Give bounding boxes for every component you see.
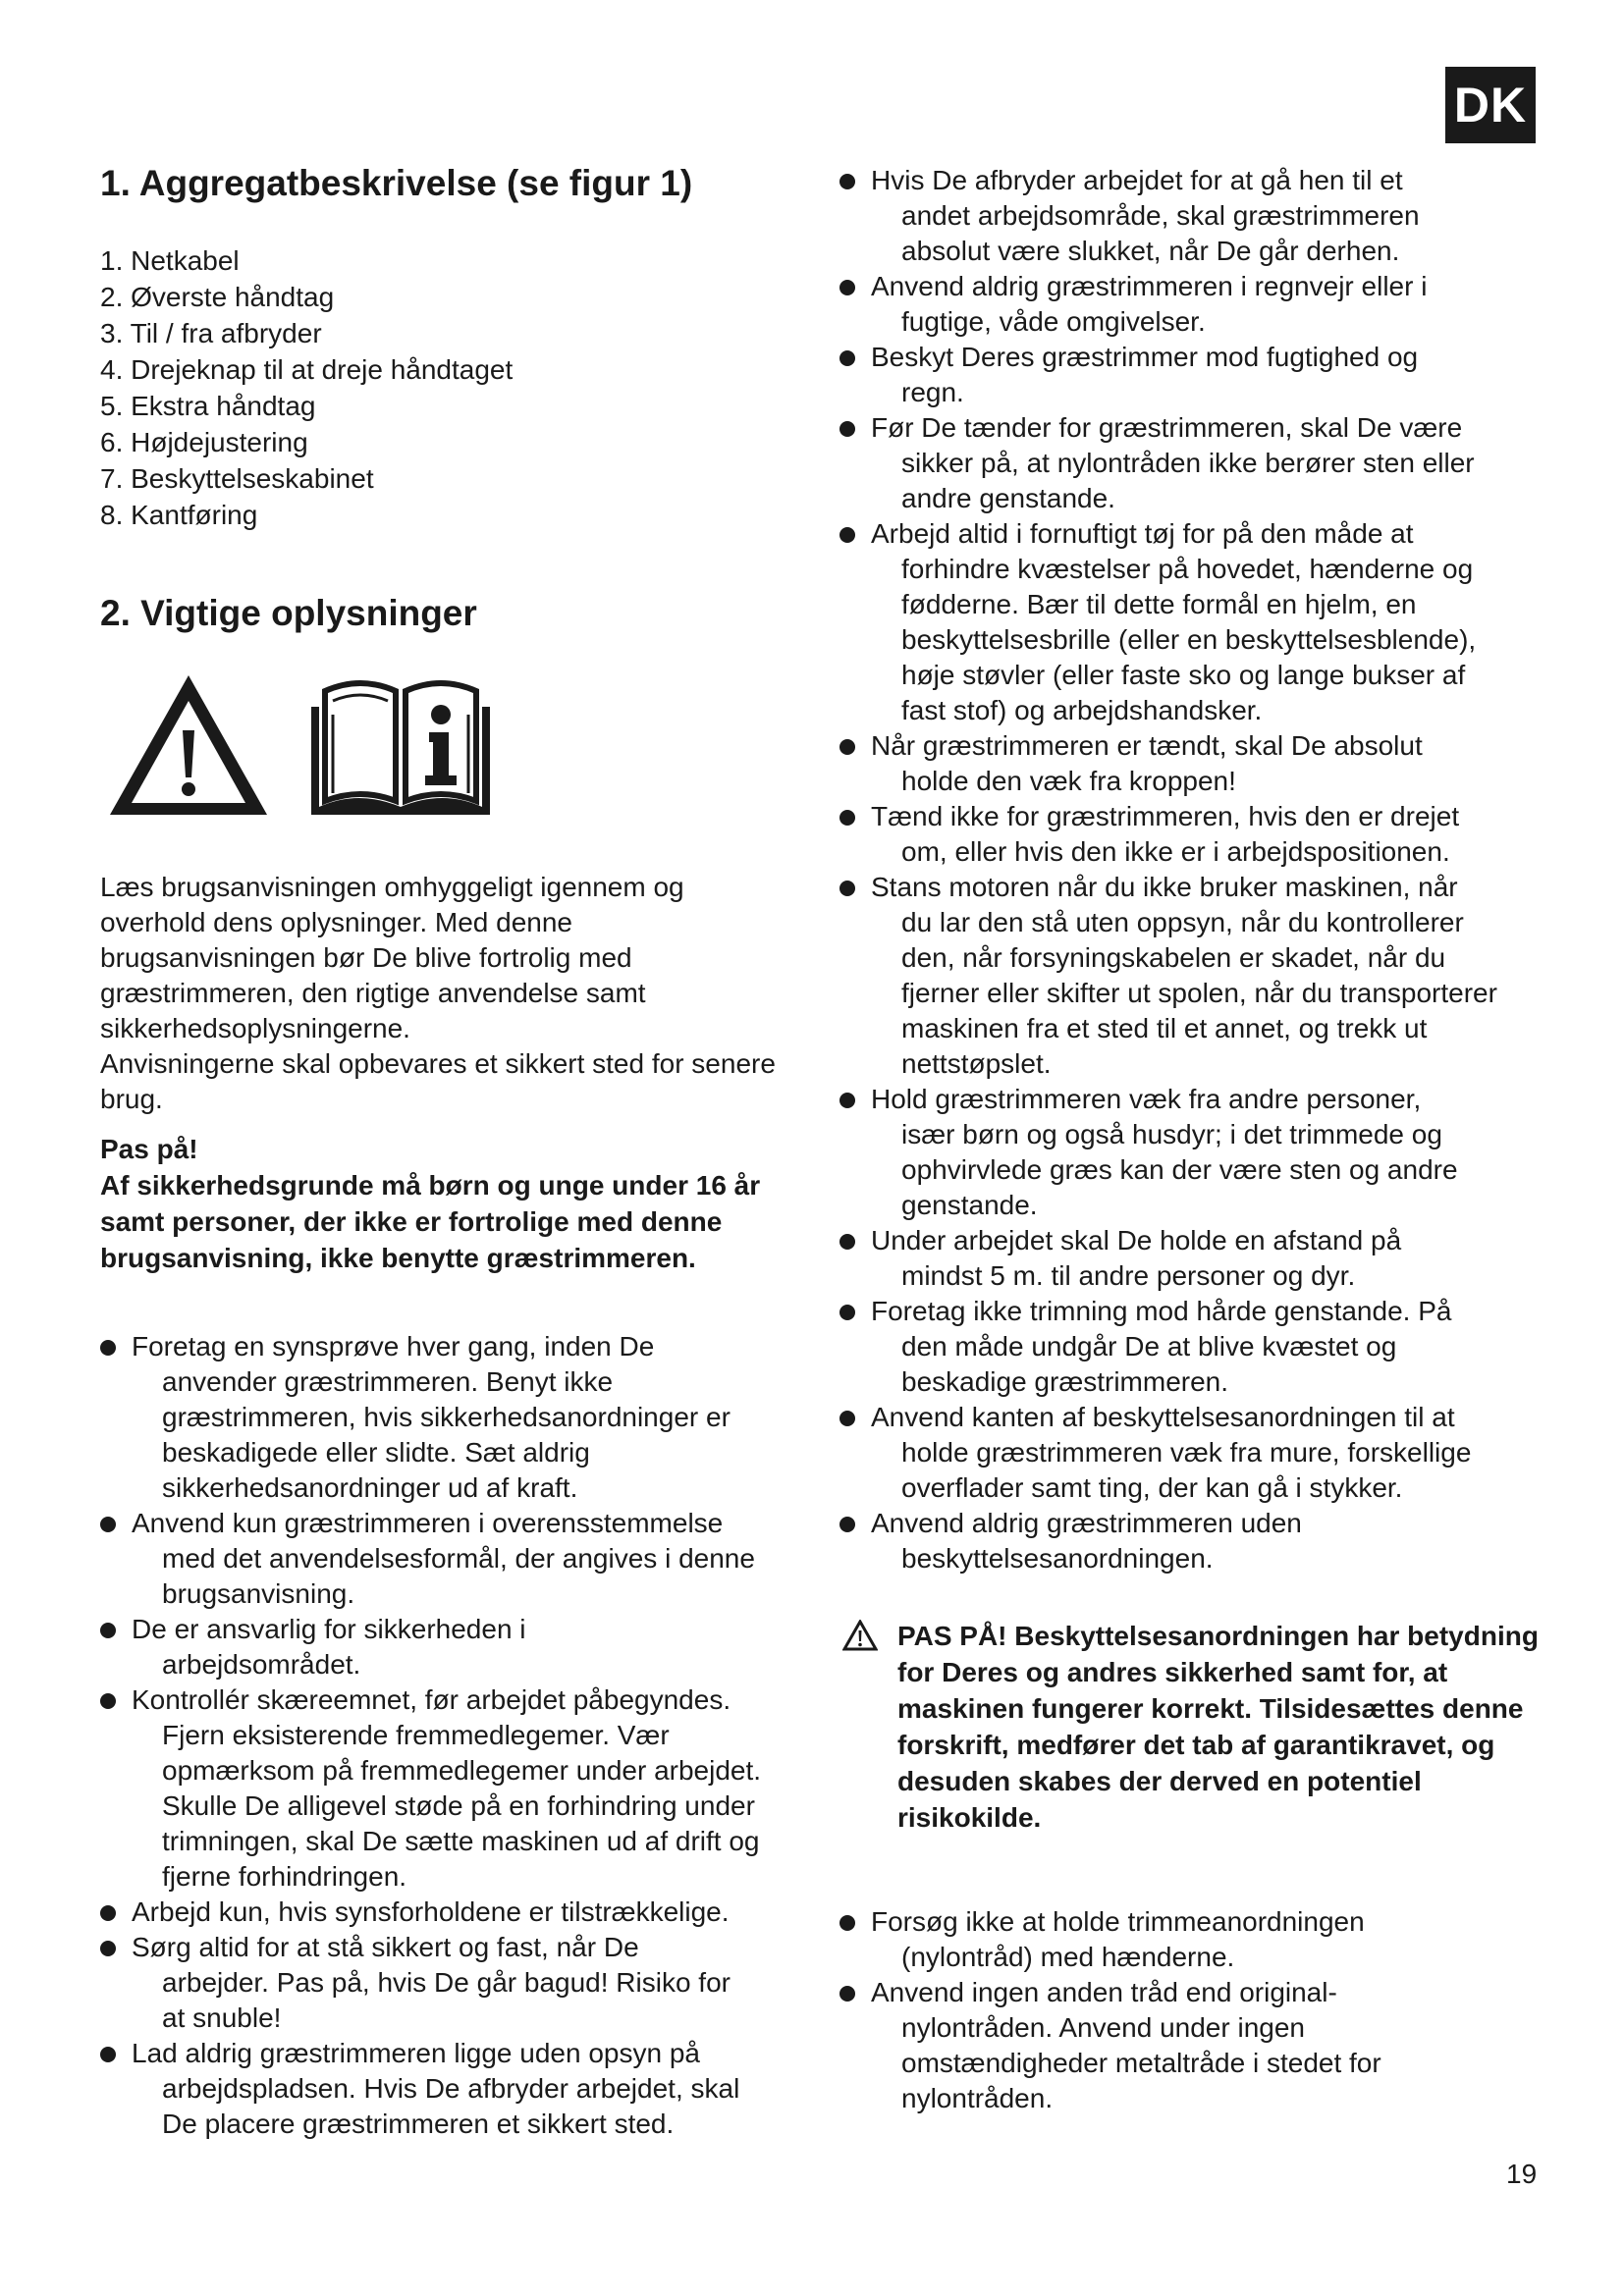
warning-title: Pas på! [100,1134,198,1164]
right-safety-list [839,163,1546,1576]
list-item: Sørg altid for at stå sikkert og fast, når De arbejder. Pas på, hvis De går bagud! Risiko for at snuble! [100,1930,807,2036]
list-item: Hvis De afbryder arbejdet for at gå hen til et andet arbejdsområde, skal græstrimmeren absolut være slukket, når De går derhen. [839,163,1546,269]
bullet-icon [100,1941,116,1956]
list-item: De er ansvarlig for sikkerheden i arbejdsområdet. [100,1612,807,1682]
list-item: Foretag en synsprøve hver gang, inden De anvender græstrimmeren. Benyt ikke græstrimmeren, hvis sikkerhedsanordninger er beskadigede eller slidte. Sæt aldrig sikkerhedsanordninger ud af kraft. [100,1329,807,1506]
section-1-heading: 1. Aggregatbeskrivelse (se figur 1) [100,163,693,203]
list-item: Når græstrimmeren er tændt, skal De absolut holde den væk fra kroppen! [839,728,1546,799]
bullet-icon [100,1623,116,1638]
bullet-icon [100,2047,116,2062]
list-item: 8. Kantføring [100,500,258,530]
bullet-icon [839,280,855,295]
bullet-icon [839,527,855,543]
warning-text: Af sikkerhedsgrunde må børn og unge under 16 år samt personer, der ikke er fortrolige med denne brugsanvisning, ikke benytte græstrimmeren. [100,1170,761,1273]
list-item: 4. Drejeknap til at dreje håndtaget [100,354,514,385]
bullet-icon [839,881,855,896]
bullet-icon [839,1093,855,1108]
bullet-icon [839,1915,855,1931]
safety-icons [105,667,508,825]
list-item: 6. Højdejustering [100,427,308,457]
list-item: Hold græstrimmeren væk fra andre personer, især børn og også husdyr; i det trimmede og ophvirvlede græs kan der være sten og andre genstande. [839,1082,1546,1223]
language-badge: DK [1445,67,1536,143]
read-manual-book-icon [311,683,490,815]
list-item: Arbejd kun, hvis synsforholdene er tilstrækkelige. [100,1895,807,1930]
bullet-icon [839,810,855,826]
caution-block [842,1618,1549,1836]
bullet-icon [839,350,855,366]
bullet-icon [839,421,855,437]
list-item: 5. Ekstra håndtag [100,391,316,421]
list-item: Anvend aldrig græstrimmeren i regnvejr eller i fugtige, våde omgivelser. [839,269,1546,340]
bullet-icon [839,174,855,189]
bullet-icon [100,1517,116,1532]
left-safety-list [100,1329,807,2142]
bullet-icon [839,1986,855,2002]
list-item: Lad aldrig græstrimmeren ligge uden opsyn på arbejdspladsen. Hvis De afbryder arbejdet, skal De placere græstrimmeren et sikkert sted. [100,2036,807,2142]
list-item: Anvend kanten af beskyttelsesanordningen til at holde græstrimmeren væk fra mure, forskellige overflader samt ting, der kan gå i stykker. [839,1400,1546,1506]
list-item: Før De tænder for græstrimmeren, skal De være sikker på, at nylontråden ikke berører sten eller andre genstande. [839,410,1546,516]
bullet-icon [839,1234,855,1250]
list-item: Anvend kun græstrimmeren i overensstemmelse med det anvendelsesformål, der angives i denne brugsanvisning. [100,1506,807,1612]
list-item: Anvend aldrig græstrimmeren uden beskyttelsesanordningen. [839,1506,1546,1576]
list-item: Tænd ikke for græstrimmeren, hvis den er drejet om, eller hvis den ikke er i arbejdspositionen. [839,799,1546,870]
section-2-heading: 2. Vigtige oplysninger [100,593,477,633]
list-item: 3. Til / fra afbryder [100,318,322,348]
page-number: 19 [1506,2159,1538,2189]
list-item: 2. Øverste håndtag [100,282,335,312]
warning-triangle-icon [842,1620,878,1651]
list-item: Beskyt Deres græstrimmer mod fugtighed og regn. [839,340,1546,410]
bullet-icon [839,1517,855,1532]
bullet-icon [839,1305,855,1320]
list-item: Anvend ingen anden tråd end original- nylontråden. Anvend under ingen omstændigheder metaltråde i stedet for nylontråden. [839,1975,1546,2116]
warning-triangle-icon [110,675,267,815]
component-list [100,242,513,533]
bullet-icon [839,1411,855,1426]
bullet-icon [100,1340,116,1356]
list-item: Kontrollér skæreemnet, før arbejdet påbegyndes. Fjern eksisterende fremmedlegemer. Vær opmærksom på fremmedlegemer under arbejdet. Skulle De alligevel støde på en forhindring under trimningen, skal De sætte maskinen ud af drift og fjerne forhindringen. [100,1682,807,1895]
list-item: Arbejd altid i fornuftigt tøj for på den måde at forhindre kvæstelser på hovedet, hænderne og fødderne. Bær til dette formål en hjelm, en beskyttelsesbrille (eller en beskyttelsesblende), høje støvler (eller faste sko og lange bukser af fast stof) og arbejdshandsker. [839,516,1546,728]
list-item: 7. Beskyttelseskabinet [100,463,374,494]
bullet-icon [839,739,855,755]
caution-text: PAS PÅ! Beskyttelsesanordningen har betydning for Deres og andres sikkerhed samt for, at maskinen fungerer korrekt. Tilsidesættes denne forskrift, medfører det tab af garantikravet, og desuden skabes der derved en potentiel risikokilde. [897,1621,1539,1833]
list-item: Under arbejdet skal De holde en afstand på mindst 5 m. til andre personer og dyr. [839,1223,1546,1294]
bullet-icon [100,1693,116,1709]
list-item: Foretag ikke trimning mod hårde genstande. På den måde undgår De at blive kvæstet og beskadige græstrimmeren. [839,1294,1546,1400]
right-safety-list-2 [839,1904,1546,2116]
list-item: 1. Netkabel [100,245,240,276]
list-item: Stans motoren når du ikke bruker maskinen, når du lar den stå uten oppsyn, når du kontrollerer den, når forsyningskabelen er skadet, når du fjerner eller skifter ut spolen, når du transporterer maskinen fra et sted til et annet, og trekk ut nettstøpslet. [839,870,1546,1082]
list-item: Forsøg ikke at holde trimmeanordningen (nylontråd) med hænderne. [839,1904,1546,1975]
intro-paragraph: Læs brugsanvisningen omhyggeligt igennem og overhold dens oplysninger. Med denne brugsanvisningen bør De blive fortrolig med græstrimmeren, den rigtige anvendelse samt sikkerhedsoplysningerne. [100,872,684,1043]
storage-paragraph: Anvisningerne skal opbevares et sikkert sted for senere brug. [100,1048,776,1114]
bullet-icon [100,1905,116,1921]
